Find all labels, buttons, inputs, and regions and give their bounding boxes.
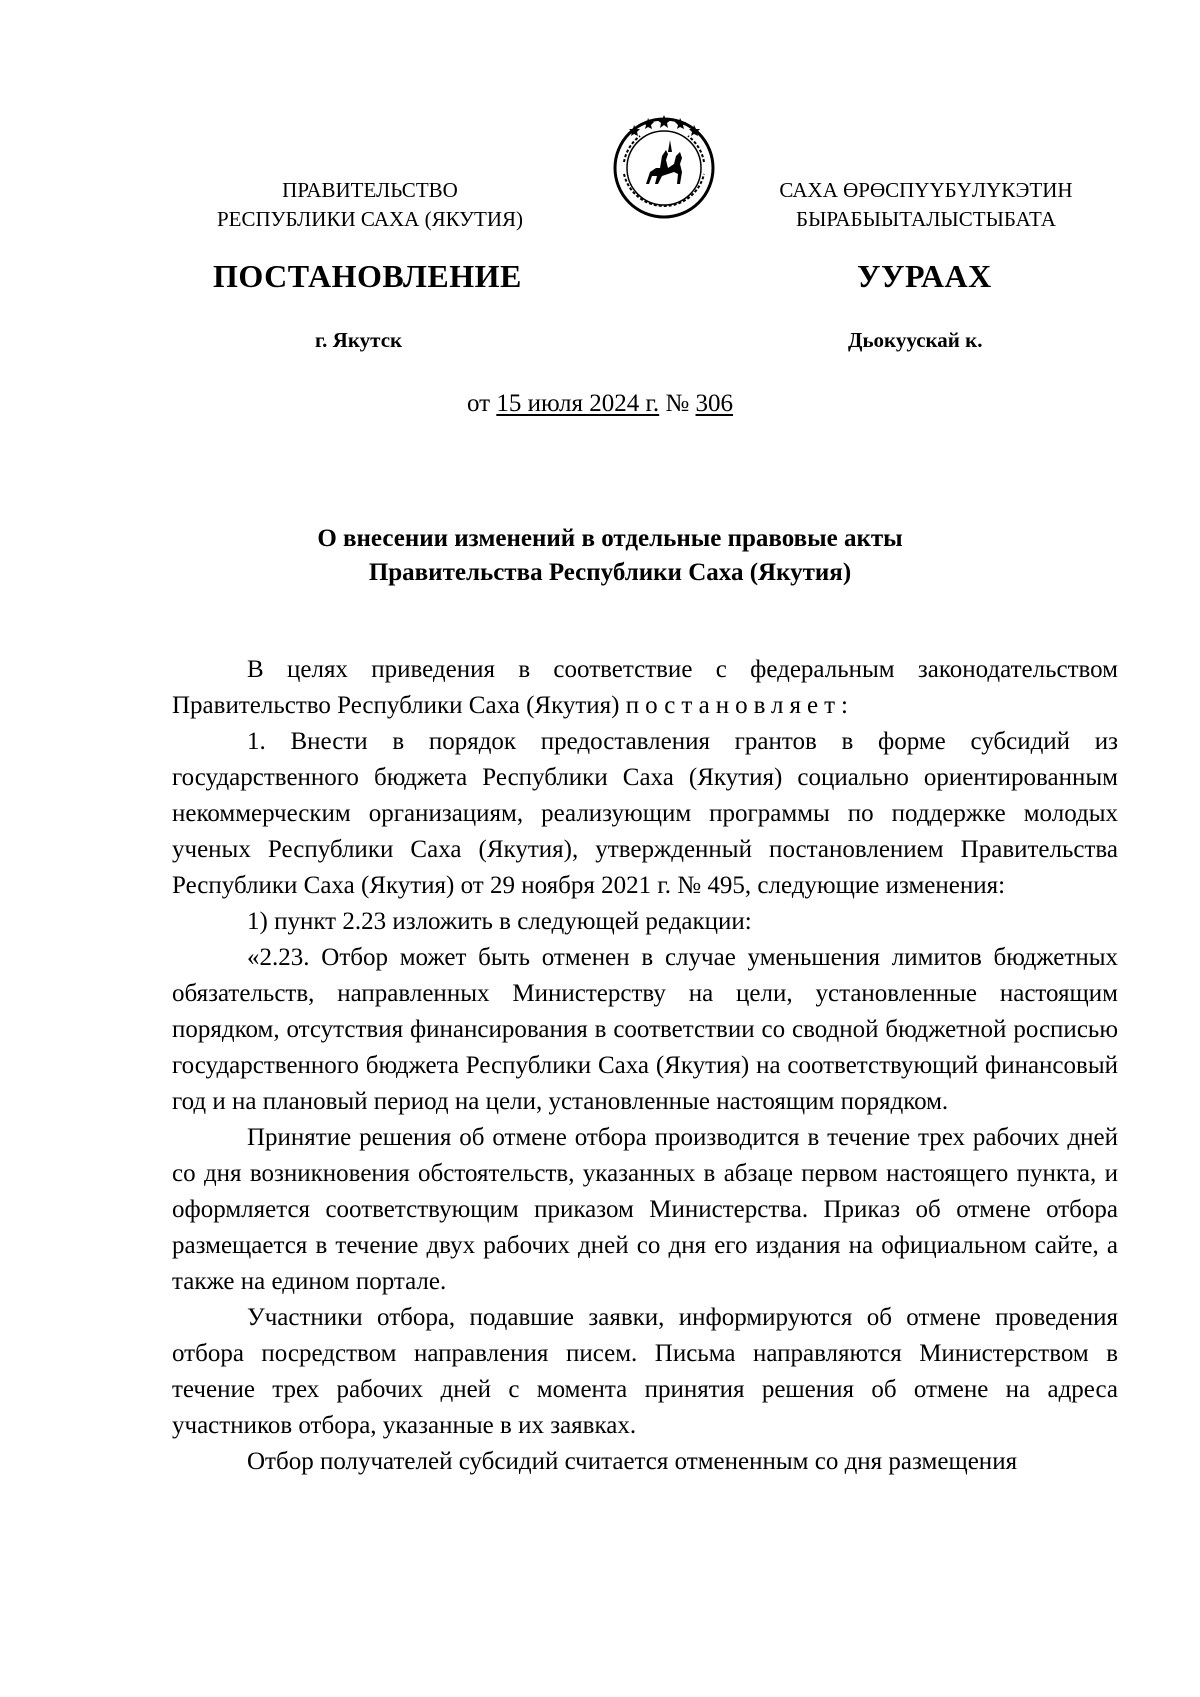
paragraph-2-23: «2.23. Отбор может быть отменен в случае уменьшения лимитов бюджетных обязательств, направленных Министерству на цели, установленные настоящим порядком, отсутствия финансирования в соответствии со сводной бюджетной росписью государственного бюджета Республики Саха (Якутия) на соответствующий финансовый год и на плановый период на цели, установленные настоящим порядком. [172, 944, 1118, 1115]
paragraph-subitem-1: 1) пункт 2.23 изложить в следующей редакции: [247, 908, 752, 935]
paragraph-participants: Участники отбора, подавшие заявки, информируются об отмене проведения отбора посредством направления писем. Письма направляются Министерством в течение трех рабочих дней с момента принятия решения об отмене на адреса участников отбора, указанные в их заявках. [172, 1304, 1118, 1439]
number-sign: № [665, 390, 690, 417]
coat-of-arms-icon [610, 112, 718, 220]
header-right-line2: БЫРАБЫЫТАЛЫСТЫБАТА [796, 207, 1056, 231]
date-line [0, 390, 1200, 418]
document-number: 306 [695, 390, 734, 417]
header-left-line2: РЕСПУБЛИКИ САХА (ЯКУТИЯ) [216, 207, 524, 231]
document-title [260, 522, 960, 590]
paragraph-preamble [172, 652, 1118, 724]
header-right-line1: САХА ӨРӨСПҮҮБҮЛҮКЭТИН [779, 178, 1073, 202]
preamble-text: В целях приведения в соответствие с федеральным законодательством Правительство Республики Саха (Якутия) [172, 656, 1118, 719]
doc-type-ru: ПОСТАНОВЛЕНИЕ [213, 258, 522, 294]
doc-type-sah: УУРААХ [857, 258, 992, 294]
paragraph-cancel-date: Отбор получателей субсидий считается отмененным со дня размещения [247, 1448, 1018, 1475]
document-date: 15 июля 2024 г. [496, 390, 660, 417]
paragraph-item-1: 1. Внести в порядок предоставления грантов в форме субсидий из государственного бюджета Республики Саха (Якутия) социально ориентированным некоммерческим организациям, реализующим программы по поддержке молодых ученых Республики Саха (Якутия), утвержденный постановлением Правительства Республики Саха (Якутия) от 29 ноября 2021 г. № 495, следующие изменения: [172, 728, 1118, 899]
city-sah: Дьокуускай к. [848, 328, 983, 352]
city-ru: г. Якутск [315, 328, 403, 352]
header-left [180, 176, 560, 234]
header-left-line1: ПРАВИТЕЛЬСТВО [282, 178, 458, 202]
decree-word: постановляет: [625, 692, 854, 719]
date-prefix: от [466, 390, 491, 417]
document-body [172, 652, 1118, 1480]
title-line1: О внесении изменений в отдельные правовые акты [317, 525, 903, 552]
header-right [752, 176, 1100, 234]
title-line2: Правительства Республики Саха (Якутия) [368, 559, 852, 586]
paragraph-cancel-decision: Принятие решения об отмене отбора производится в течение трех рабочих дней со дня возникновения обстоятельств, указанных в абзаце первом настоящего пункта, и оформляется соответствующим приказом Министерства. Приказ об отмене отбора размещается в течение двух рабочих дней со дня его издания на официальном сайте, а также на едином портале. [172, 1124, 1118, 1295]
